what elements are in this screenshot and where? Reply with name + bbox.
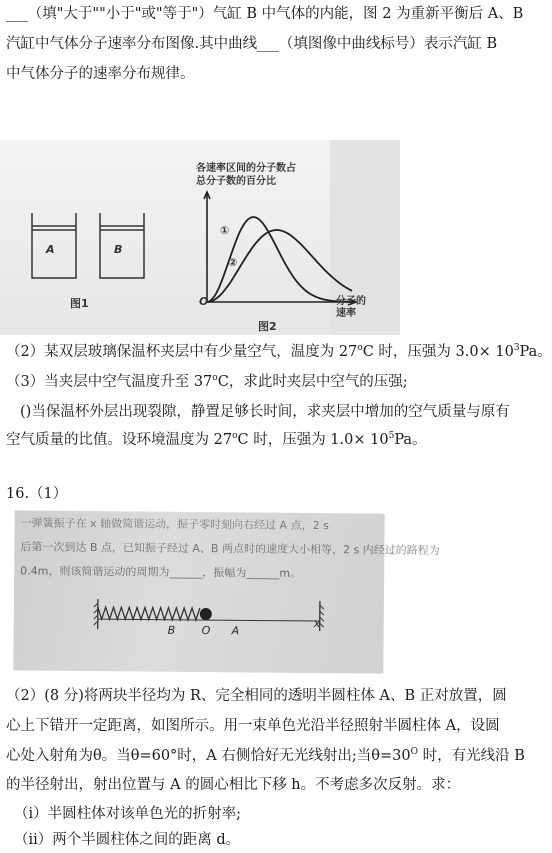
scan-line-2: 后第一次到达 B 点，已知振子经过 A、B 两点时的速度大小相等，2 s 内经过的路程为: [20, 540, 440, 558]
q16-2-line-3-a: 心处入射角为θ。当θ=60°时，A 右侧恰好无光线射出;当θ=30: [6, 748, 411, 764]
question-16-header: 16.（1）: [6, 486, 68, 502]
q16-2-line-1: （2）(8 分)将两块半径均为 R、完全相同的透明半圆柱体 A、B 正对放置，圆: [6, 688, 507, 704]
q16-2-line-4: 的半径射出，射出位置与 A 的圆心相比下移 h。不考虑多次反射。求：: [6, 777, 461, 793]
scan-line-1: 一弹簧振子在 x 轴做简谐运动，振子零时刻向右经过 A 点，2 s: [20, 516, 329, 533]
q4-text-mid: C 时，压强为 1.0× 10: [237, 432, 389, 448]
q2-degree: o: [357, 343, 363, 353]
chart-x-label: 分子的速率: [336, 296, 366, 319]
q2-exponent: 3: [513, 343, 520, 353]
q3-text-pre: （3）当夹层中空气温度升至 37: [6, 374, 213, 390]
cylinder-b-label: B: [114, 243, 123, 256]
q2-text-pre: （2）某双层玻璃保温杯夹层中有少量空气，温度为 27: [6, 344, 358, 360]
paragraph-line-1: ___（填"大于""小于"或"等于"）气缸 B 中气体的内能，图 2 为重新平衡后 A、B: [6, 6, 524, 22]
question-3: [6, 372, 408, 392]
question-4-line-1: ()当保温杯外层出现裂隙，静置足够长时间，求夹层中增加的空气质量与原有: [20, 404, 510, 420]
q16-2-line-3-b: 时，有光线沿 B: [418, 748, 525, 764]
oscillator-ball: [200, 608, 212, 620]
chart-origin: O: [199, 295, 209, 308]
spring: [98, 607, 200, 620]
point-b-label: B: [167, 623, 176, 637]
scan-line-3: 0.4m，则该简谐运动的周期为______，振幅为______m。: [20, 564, 302, 580]
q4-text-pre: 空气质量的比值。设环境温度为 27: [6, 432, 233, 448]
q4-text-post: Pa。: [394, 432, 427, 448]
chart-y-label: 各速率区间的分子数占总分子数的百分比: [196, 163, 296, 187]
question-2: [6, 342, 552, 362]
question-4-line-2: [6, 430, 427, 450]
point-a-label: A: [231, 624, 240, 638]
q4-degree: o: [232, 431, 238, 441]
cylinder-a-label: A: [46, 243, 55, 256]
figure-cylinders-and-distribution: [0, 140, 400, 335]
figure-2-caption: 图2: [258, 320, 277, 333]
q16-2-part-i: （i）半圆柱体对该单色光的折射率;: [14, 806, 242, 822]
q16-2-part-ii: （ii）两个半圆柱体之间的距离 d。: [14, 832, 241, 848]
q3-degree: o: [212, 373, 218, 383]
q16-2-line-3: [6, 746, 525, 766]
axis-x-label: x: [313, 617, 321, 631]
paragraph-line-2: 汽缸中气体分子速率分布图像.其中曲线___（填图像中曲线标号）表示汽缸 B: [6, 36, 498, 52]
q2-text-post: Pa。: [519, 344, 552, 360]
figure-spring-oscillator-scan: [13, 510, 440, 673]
q3-text-post: C，求此时夹层中空气的压强;: [217, 374, 408, 390]
q4-exponent: 5: [388, 431, 395, 441]
curve-2-label: ②: [228, 256, 238, 269]
curve-1-label: ①: [220, 224, 230, 237]
paragraph-line-3: 中气体分子的速率分布规律。: [6, 66, 195, 82]
figure-1-caption: 图1: [70, 297, 89, 310]
q16-2-line-2: 心上下错开一定距离，如图所示。用一束单色光沿半径照射半圆柱体 A，设圆: [6, 718, 500, 734]
point-o-label: O: [201, 624, 211, 638]
q2-text-mid: C 时，压强为 3.0× 10: [362, 344, 514, 360]
distribution-chart: [195, 190, 365, 310]
spring-diagram: [93, 589, 324, 651]
q16-2-degree-o: O: [410, 747, 418, 757]
